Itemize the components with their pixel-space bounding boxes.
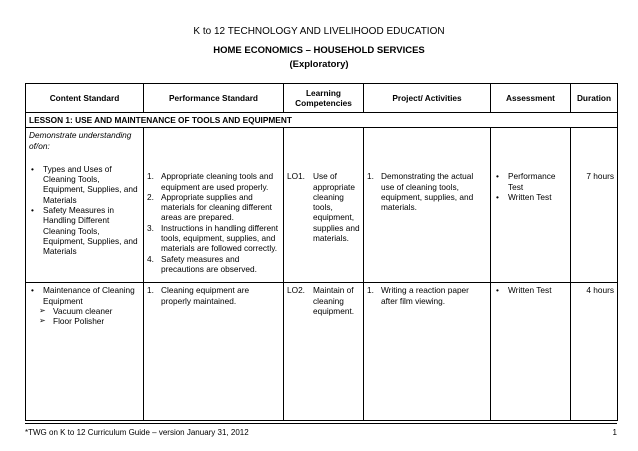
column-header: Learning Competencies (284, 84, 364, 113)
list-item: • Performance Test (496, 171, 556, 192)
list-item: 1. Demonstrating the actual use of cleaning tools, equipment, supplies, and materials. (367, 171, 474, 213)
learning-competency: LO1. Use of appropriate cleaning tools, equipment, supplies and materials. (287, 171, 360, 244)
list-item: • Written Test (496, 191, 552, 202)
list-item: • Maintenance of Cleaning Equipment (31, 285, 135, 306)
lesson-title: LESSON 1: USE AND MAINTENANCE OF TOOLS AND EQUIPMENT (26, 113, 618, 128)
table-header-row (26, 84, 618, 113)
list-item: 1. Cleaning equipment are properly maintained. (147, 285, 250, 306)
table-row (26, 128, 618, 283)
content-intro: Demonstrate understanding of/on: (29, 130, 132, 151)
list-item: • Types and Uses of Cleaning Tools, Equipment, Supplies, and Materials (31, 163, 138, 205)
column-header: Performance Standard (144, 84, 284, 113)
footer-note: *TWG on K to 12 Curriculum Guide – version January 31, 2012 (25, 428, 249, 437)
document-subtitle: HOME ECONOMICS – HOUSEHOLD SERVICES (213, 45, 425, 56)
learning-competency: LO2. Maintain of cleaning equipment. (287, 285, 355, 316)
document-course-type: (Exploratory) (289, 59, 349, 70)
column-header: Duration (571, 84, 618, 113)
list-item: ➢ Floor Polisher (39, 316, 105, 327)
page-number: 1 (612, 428, 617, 437)
list-item: 1. Writing a reaction paper after film viewing. (367, 285, 469, 306)
list-item: ➢ Vacuum cleaner (39, 305, 113, 316)
lesson-row (26, 113, 618, 128)
column-header: Content Standard (26, 84, 144, 113)
document-title: K to 12 TECHNOLOGY AND LIVELIHOOD EDUCATION (193, 26, 445, 37)
list-item: • Written Test (496, 285, 552, 296)
list-item: 2. Appropriate supplies and materials for cleaning different areas are prepared. (147, 191, 272, 223)
list-item: 4. Safety measures and precautions are observed. (147, 253, 257, 274)
list-item: 3. Instructions in handling different tools, equipment, supplies, and materials are followed correctly. (147, 222, 278, 254)
list-item: • Safety Measures in Handling Different Cleaning Tools, Equipment, Supplies, and Materials (31, 205, 138, 257)
footer-divider (25, 423, 617, 424)
duration: 7 hours (571, 128, 618, 283)
list-item: 1. Appropriate cleaning tools and equipment are used properly. (147, 171, 274, 192)
column-header: Assessment (491, 84, 571, 113)
table-row (26, 283, 618, 421)
curriculum-table (25, 83, 618, 421)
footer (25, 428, 617, 437)
column-header: Project/ Activities (364, 84, 491, 113)
duration: 4 hours (571, 283, 618, 421)
